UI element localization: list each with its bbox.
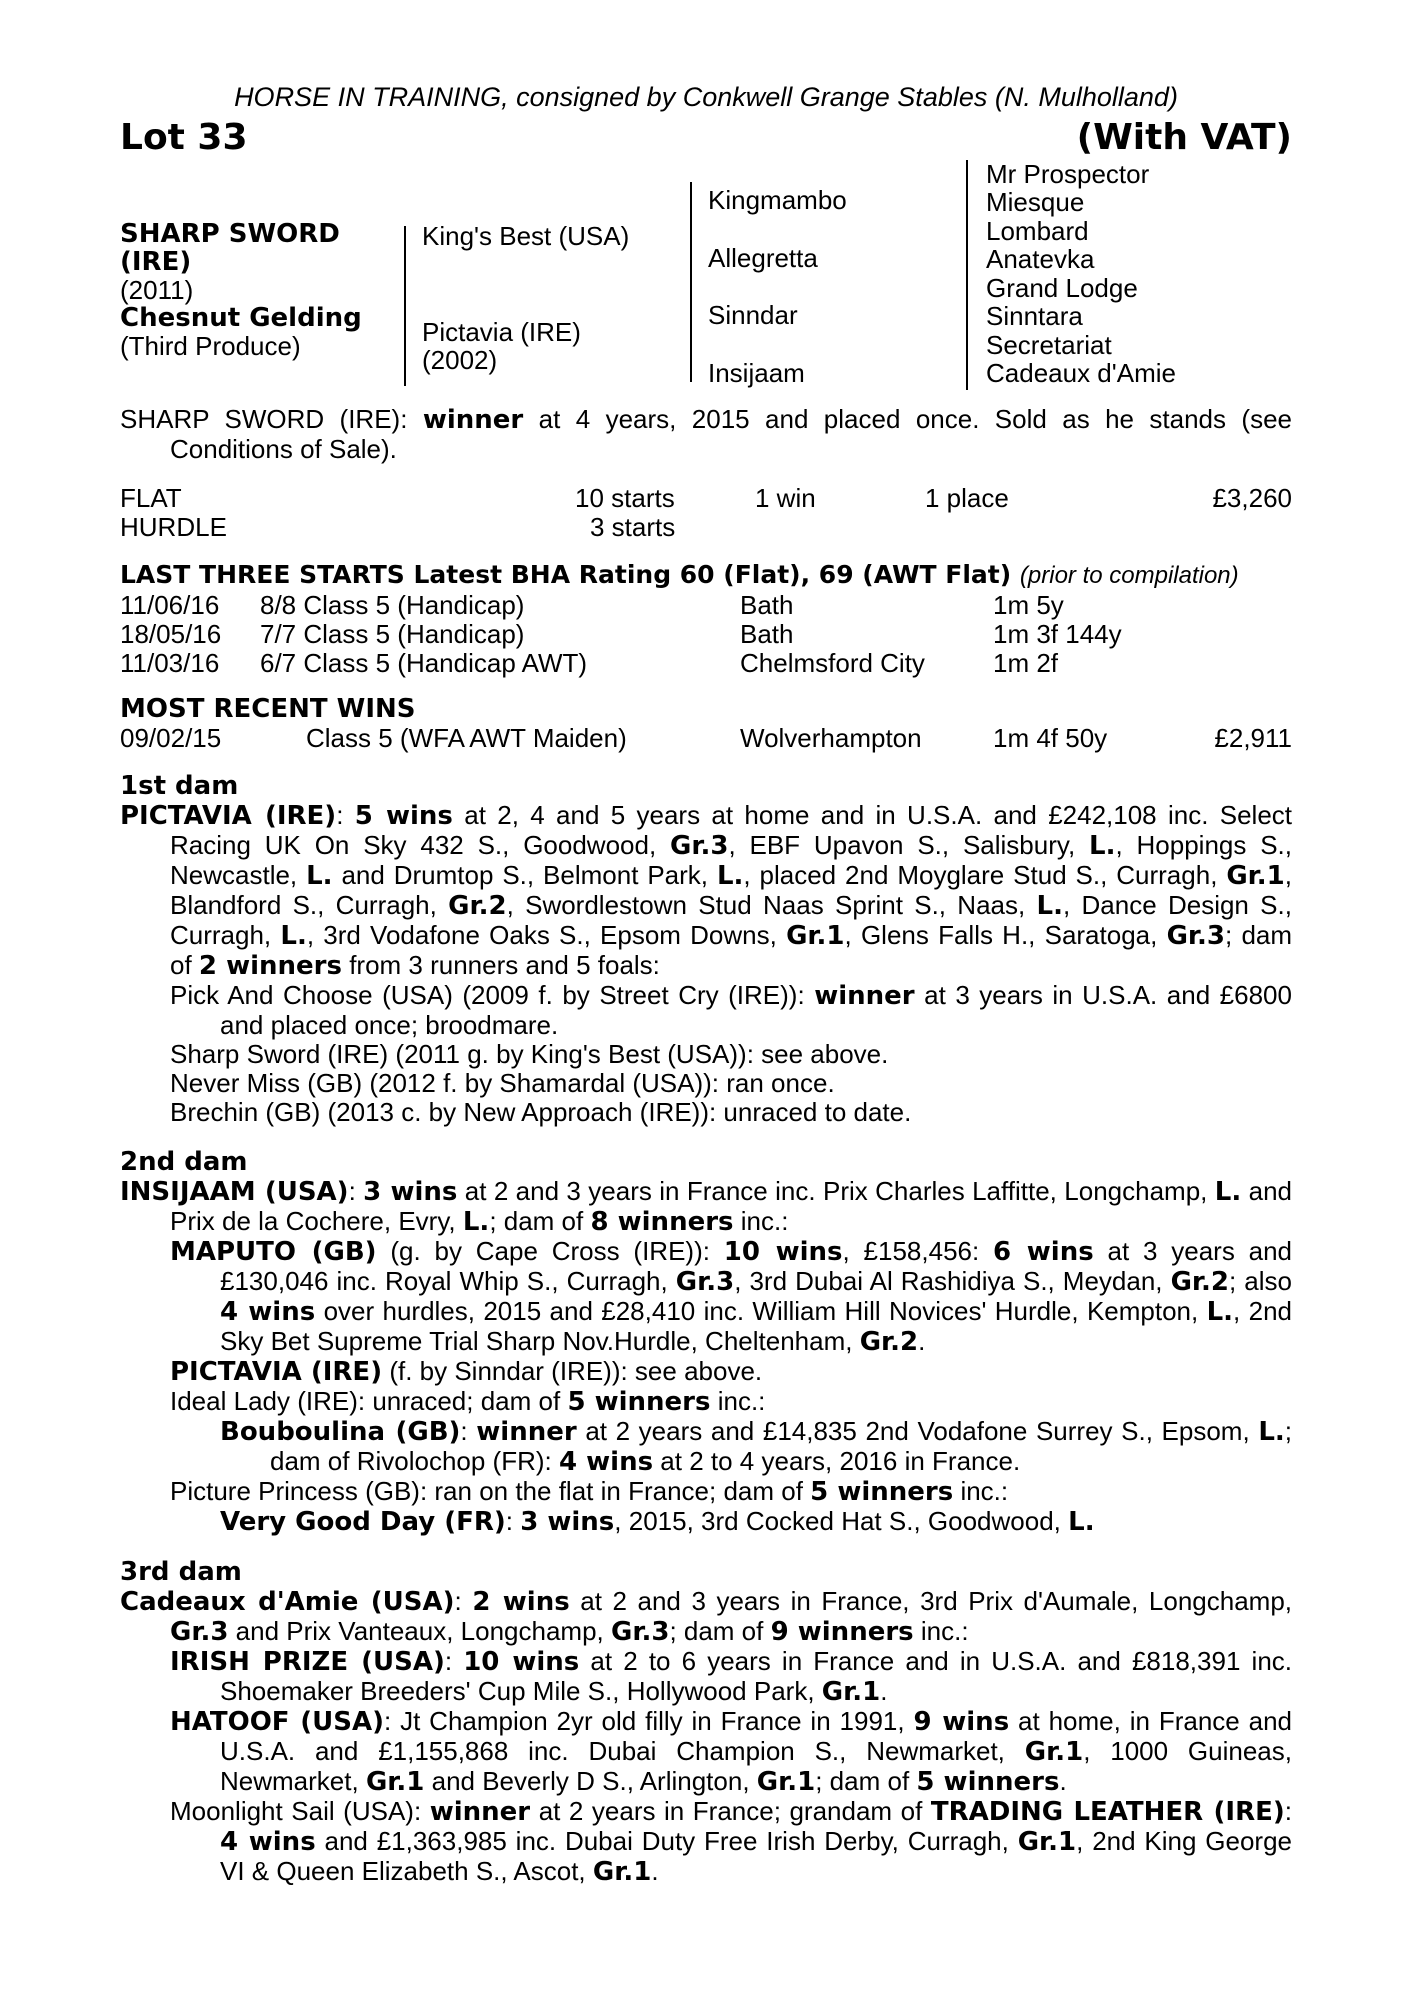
third-dam-hatoof: HATOOF (USA): Jt Champion 2yr old filly in France in 1991, 9 wins at home, in France and U.S.A. and £1,155,868 inc. Dubai Champion S., Newmarket, Gr.1, 1000 Guineas, Newmarket, Gr.1 and Beverly D S., Arlington, Gr.1; dam of 5 winners. bbox=[170, 1706, 1292, 1797]
last-three-heading: LAST THREE STARTS Latest BHA Rating 60 (Flat), 69 (AWT Flat) (prior to compilation) bbox=[120, 560, 1239, 589]
pedigree-divider-2 bbox=[690, 182, 692, 382]
gen3-3: Lombard bbox=[986, 216, 1089, 246]
third-dam-irish-prize: IRISH PRIZE (USA): 10 wins at 2 to 6 years in France and in U.S.A. and £818,391 inc. Shoemaker Breeders' Cup Mile S., Hollywood Park, Gr.1. bbox=[170, 1646, 1292, 1707]
grandsire-paternal: Kingmambo bbox=[708, 185, 847, 215]
first-dam-record: PICTAVIA (IRE): 5 wins at 2, 4 and 5 years at home and in U.S.A. and £242,108 inc. Select Racing UK On Sky 432 S., Goodwood, Gr.3, EBF Upavon S., Salisbury, L., Hoppings S., Newcastle, L. and Drumtop S., Belmont Park, L., placed 2nd Moyglare Stud S., Curragh, Gr.1, Blandford S., Curragh, Gr.2, Swordlestown Stud Naas Sprint S., Naas, L., Dance Design S., Curragh, L., 3rd Vodafone Oaks S., Epsom Downs, Gr.1, Glens Falls H., Saratoga, Gr.3; dam of 2 winners from 3 runners and 5 foals: bbox=[120, 800, 1293, 981]
consignment-line: HORSE IN TRAINING, consigned by Conkwell Grange Stables (N. Mulholland) bbox=[234, 82, 1178, 112]
dam: Pictavia (IRE) bbox=[422, 317, 581, 347]
first-dam-progeny-3: Never Miss (GB) (2012 f. by Shamardal (USA)): ran once. bbox=[170, 1068, 835, 1098]
horse-origin: (IRE) bbox=[120, 247, 192, 277]
first-dam-progeny-4: Brechin (GB) (2013 c. by New Approach (IRE)): unraced to date. bbox=[170, 1097, 912, 1127]
sire: King's Best (USA) bbox=[422, 221, 630, 251]
lot-header bbox=[120, 118, 1292, 158]
first-dam-progeny-1: Pick And Choose (USA) (2009 f. by Street Cry (IRE)): winner at 3 years in U.S.A. and £6800 and placed once; broodmare. bbox=[170, 980, 1292, 1040]
grandsire-maternal: Sinndar bbox=[708, 300, 798, 330]
recent-wins-table: 09/02/15 Class 5 (WFA AWT Maiden) Wolverhampton 1m 4f 50y £2,911 bbox=[120, 723, 1292, 753]
gen3-5: Grand Lodge bbox=[986, 273, 1138, 303]
third-dam-moonlight-sail: Moonlight Sail (USA): winner at 2 years in France; grandam of TRADING LEATHER (IRE): 4 wins and £1,363,985 inc. Dubai Duty Free Irish Derby, Curragh, Gr.1, 2nd King George VI & Queen Elizabeth S., Ascot, Gr.1. bbox=[170, 1796, 1292, 1887]
gen3-6: Sinntara bbox=[986, 301, 1083, 331]
granddam-maternal: Insijaam bbox=[708, 358, 805, 388]
pedigree-divider-1 bbox=[404, 226, 406, 386]
first-dam-progeny-2: Sharp Sword (IRE) (2011 g. by King's Best (USA)): see above. bbox=[170, 1039, 889, 1069]
pedigree-table bbox=[120, 160, 1292, 395]
second-dam-maputo: MAPUTO (GB) (g. by Cape Cross (IRE)): 10 wins, £158,456: 6 wins at 3 years and £130,046 inc. Royal Whip S., Curragh, Gr.3, 3rd Dubai Al Rashidiya S., Meydan, Gr.2; also 4 wins over hurdles, 2015 and £28,410 inc. William Hill Novices' Hurdle, Kempton, L., 2nd Sky Bet Supreme Trial Sharp Nov.Hurdle, Cheltenham, Gr.2. bbox=[170, 1236, 1293, 1357]
catalogue-page bbox=[120, 80, 1292, 1887]
horse-name: SHARP SWORD bbox=[120, 219, 340, 249]
gen3-8: Cadeaux d'Amie bbox=[986, 358, 1176, 388]
horse-year: (2011) bbox=[120, 275, 194, 305]
second-dam-record: INSIJAAM (USA): 3 wins at 2 and 3 years in France inc. Prix Charles Laffitte, Longchamp, L. and Prix de la Cochere, Evry, L.; dam of 8 winners inc.: bbox=[120, 1176, 1293, 1237]
gen3-4: Anatevka bbox=[986, 244, 1095, 274]
third-dam-heading: 3rd dam bbox=[120, 1557, 242, 1587]
horse-sex: Chesnut Gelding bbox=[120, 303, 362, 333]
gen3-1: Mr Prospector bbox=[986, 159, 1150, 189]
third-dam-record: Cadeaux d'Amie (USA): 2 wins at 2 and 3 years in France, 3rd Prix d'Aumale, Longchamp, Gr.3 and Prix Vanteaux, Longchamp, Gr.3; dam of 9 winners inc.: bbox=[120, 1586, 1293, 1647]
first-dam-heading: 1st dam bbox=[120, 771, 239, 801]
second-dam-heading: 2nd dam bbox=[120, 1147, 248, 1177]
gen3-2: Miesque bbox=[986, 187, 1085, 217]
vat-status: (With VAT) bbox=[1076, 117, 1292, 158]
gen3-7: Secretariat bbox=[986, 330, 1112, 360]
last-three-table: 11/06/16 8/8 Class 5 (Handicap) Bath 1m 5y 18/05/16 7/7 Class 5 (Handicap) Bath 1m 3f 144y 11/03/16 6/7 Class 5 (Handicap AWT) Chelmsford City 1m 2f bbox=[120, 590, 1122, 678]
second-dam-picture-princess: Picture Princess (GB): ran on the flat in France; dam of 5 winners inc.: bbox=[170, 1476, 1009, 1507]
race-record: FLAT 10 starts 1 win 1 place £3,260 HURDLE 3 starts bbox=[120, 483, 1292, 542]
second-dam-bouboulina: Bouboulina (GB): winner at 2 years and £14,835 2nd Vodafone Surrey S., Epsom, L.; dam of Rivolochop (FR): 4 wins at 2 to 4 years, 2016 in France. bbox=[220, 1416, 1292, 1477]
granddam-paternal: Allegretta bbox=[708, 243, 818, 273]
horse-produce: (Third Produce) bbox=[120, 331, 301, 361]
pedigree-divider-3 bbox=[966, 160, 968, 390]
second-dam-pictavia: PICTAVIA (IRE) (f. by Sinndar (IRE)): see above. bbox=[170, 1356, 763, 1387]
horse-summary: SHARP SWORD (IRE): winner at 4 years, 2015 and placed once. Sold as he stands (see Conditions of Sale). bbox=[120, 404, 1292, 464]
lot-number: Lot 33 bbox=[120, 117, 248, 158]
recent-wins-heading: MOST RECENT WINS bbox=[120, 694, 416, 724]
dam-year: (2002) bbox=[422, 345, 498, 375]
second-dam-very-good-day: Very Good Day (FR): 3 wins, 2015, 3rd Cocked Hat S., Goodwood, L. bbox=[220, 1506, 1095, 1537]
second-dam-ideal-lady: Ideal Lady (IRE): unraced; dam of 5 winners inc.: bbox=[170, 1386, 766, 1417]
